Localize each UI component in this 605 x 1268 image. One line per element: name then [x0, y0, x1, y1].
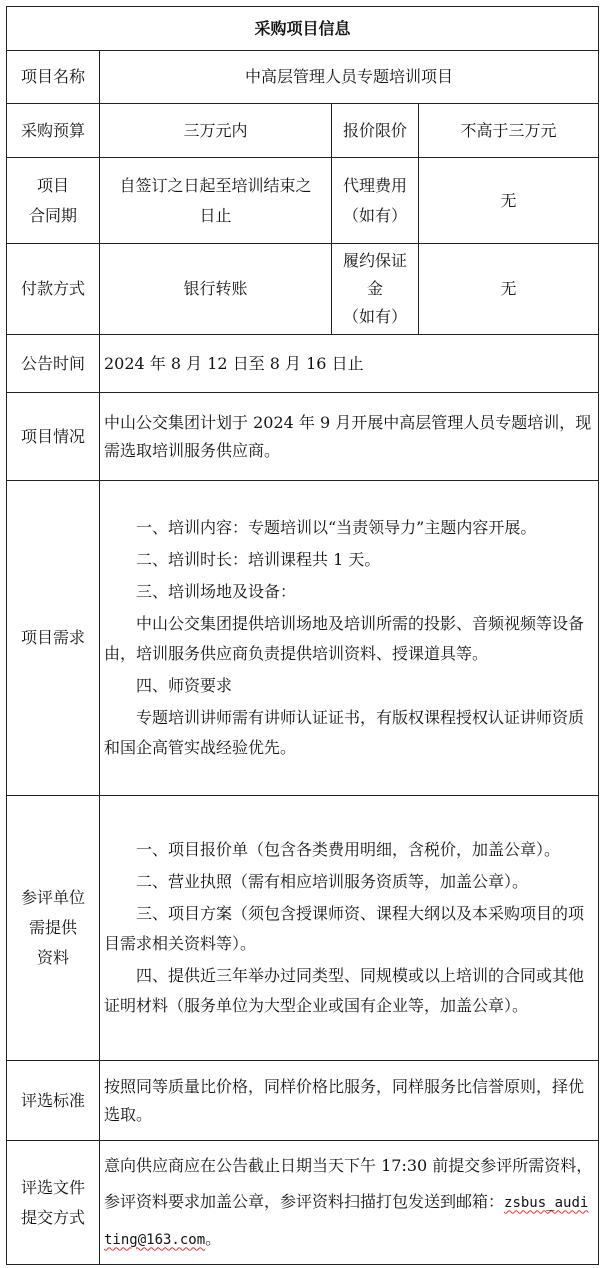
agency-fee-label: [332, 158, 419, 244]
situation-text: 中山公交集团计划于 2024 年 9 月开展中高层管理人员专题培训，现需选取培训服务供应商。: [104, 412, 592, 460]
submission-value: [100, 1141, 599, 1265]
material-item: 四、提供近三年举办过同类型、同规模或以上培训的合同或其他证明材料（服务单位为大型企业或国有企业等，加盖公章）。: [104, 966, 585, 1015]
requirement-item: 中山公交集团提供培训场地及培训所需的投影、音频视频等设备由，培训服务供应商负责提供培训资料、授课道具等。: [104, 614, 585, 663]
procurement-info-table: [6, 6, 599, 1265]
materials-label-line2: 需提供: [28, 918, 77, 937]
submission-email-link[interactable]: zsbus_auditing@163.com: [104, 1194, 589, 1248]
situation-label: 项目情况: [7, 393, 100, 481]
submission-instructions: 意向供应商应在公告截止日期当天下午 17:30 前提交参评所需资料，参评资料要求加盖公章，参评资料扫描打包发送到邮箱：: [104, 1155, 593, 1211]
material-item: 一、项目报价单（包含各类费用明细，含税价，加盖公章）。: [136, 840, 561, 859]
agency-label-line1: 代理费用: [342, 175, 407, 195]
submission-row: [7, 1141, 599, 1265]
materials-label: [7, 796, 100, 1061]
payment-row: [7, 244, 599, 335]
agency-label-line2: （如有）: [342, 205, 407, 225]
situation-row: [7, 393, 599, 481]
payment-method-value: 银行转账: [100, 244, 332, 335]
table-title: 采购项目信息: [7, 7, 599, 51]
procurement-info-document: [6, 6, 598, 1265]
requirements-row: [7, 481, 599, 796]
requirement-item: 二、培训时长：培训课程共 1 天。: [136, 550, 381, 569]
notice-time-row: [7, 335, 599, 393]
payment-method-label: 付款方式: [7, 244, 100, 335]
requirement-item: 一、培训内容：专题培训以“当责领导力”主题内容开展。: [136, 518, 537, 537]
agency-fee-value: 无: [419, 158, 599, 244]
requirement-item: 专题培训讲师需有讲师认证证书，有版权课程授权认证讲师资质和国企高管实战经验优先。: [104, 708, 585, 757]
price-limit-value: 不高于三万元: [419, 104, 599, 158]
submission-label: [7, 1141, 100, 1265]
budget-label: 采购预算: [7, 104, 100, 158]
bond-label-line3: （如有）: [342, 307, 407, 326]
budget-value: 三万元内: [100, 104, 332, 158]
criteria-text: 按照同等质量比价格，同样价格比服务，同样服务比信誉原则，择优选取。: [104, 1076, 585, 1124]
project-name-label: 项目名称: [7, 51, 100, 104]
materials-content: [100, 796, 599, 1061]
criteria-row: [7, 1061, 599, 1141]
materials-label-line1: 参评单位: [20, 888, 85, 907]
performance-bond-value: 无: [419, 244, 599, 335]
submission-label-line2: 提交方式: [20, 1207, 85, 1227]
materials-row: [7, 796, 599, 1061]
contract-period-label: [7, 158, 100, 244]
budget-row: [7, 104, 599, 158]
requirement-item: 四、师资要求: [136, 676, 233, 695]
title-row: [7, 7, 599, 51]
situation-value: [100, 393, 599, 481]
material-item: 二、营业执照（需有相应培训服务资质等，加盖公章）。: [136, 872, 529, 891]
notice-time-value: 2024 年 8 月 12 日至 8 月 16 日止: [100, 335, 599, 393]
criteria-value: [100, 1061, 599, 1141]
project-name-value: 中高层管理人员专题培训项目: [100, 51, 599, 104]
performance-bond-label: [332, 244, 419, 335]
project-name-row: [7, 51, 599, 104]
requirements-content: [100, 481, 599, 796]
materials-label-line3: 资料: [36, 948, 69, 967]
bond-label-line2: 金: [366, 279, 383, 298]
requirement-item: 三、培训场地及设备：: [136, 582, 297, 601]
material-item: 三、项目方案（须包含授课师资、课程大纲以及本采购项目的项目需求相关资料等）。: [104, 904, 585, 953]
requirements-label: 项目需求: [7, 481, 100, 796]
bond-label-line1: 履约保证: [342, 251, 407, 270]
contract-row: [7, 158, 599, 244]
submission-label-line1: 评选文件: [20, 1177, 85, 1197]
contract-period-value: 自签订之日起至培训结束之日止: [100, 158, 332, 244]
criteria-label: 评选标准: [7, 1061, 100, 1141]
price-limit-label: 报价限价: [332, 104, 419, 158]
submission-suffix: 。: [205, 1228, 222, 1248]
submission-text: [104, 1148, 594, 1258]
contract-label-line1: 项目: [36, 175, 69, 195]
notice-time-label: 公告时间: [7, 335, 100, 393]
contract-label-line2: 合同期: [28, 205, 77, 225]
